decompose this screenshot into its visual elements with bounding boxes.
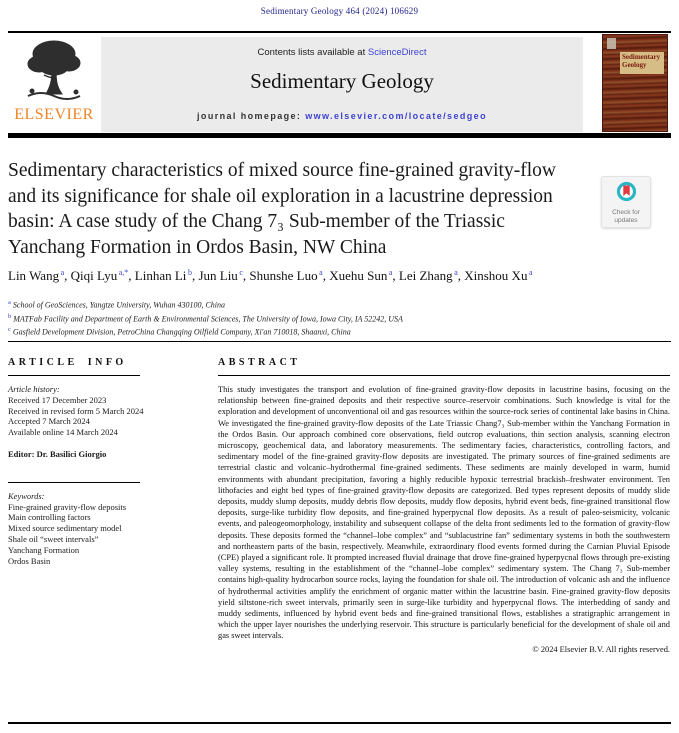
author-affiliation-sup: a <box>60 268 65 277</box>
footer-rule <box>8 722 671 724</box>
keywords-label: Keywords: <box>8 490 45 501</box>
author-affiliation-sup: b <box>187 268 192 277</box>
homepage-line <box>101 111 583 121</box>
abstract-heading: ABSTRACT <box>218 357 301 368</box>
keyword: Mixed source sedimentary model <box>8 523 122 534</box>
article-title: Sedimentary characteristics of mixed source fine-grained gravity-flow and its significance for shale oil exploration in a lacustrine depression basin: A case study of the Chang 7₃ Sub-member of the Triassic Yanchang Formation in Ordos Basin, NW China <box>8 160 556 258</box>
article-info-rule <box>8 375 140 376</box>
abstract-column <box>218 357 670 654</box>
elsevier-tree-icon <box>8 37 100 105</box>
keyword: Ordos Basin <box>8 555 51 566</box>
author: Xuehu Sun $^a$, <box>329 268 399 284</box>
affiliation-list <box>8 297 648 338</box>
keyword: Yanchang Formation <box>8 544 80 555</box>
history-revised: Received in revised form 5 March 2024 <box>8 405 144 416</box>
homepage-url-link[interactable]: www.elsevier.com/locate/sedgeo <box>305 111 487 121</box>
check-for-updates-badge[interactable] <box>601 176 651 228</box>
author-affiliation-sup: a <box>528 268 533 277</box>
history-received: Received 17 December 2023 <box>8 394 107 405</box>
journal-header-panel <box>101 37 583 132</box>
affiliation-a: $^a$ School of GeoSciences, Yangtze University, Wuhan 430100, China <box>8 299 226 310</box>
author: Shunshe Luo $^a$, <box>249 268 330 284</box>
keyword: Fine-grained gravity-flow deposits <box>8 501 127 512</box>
author-affiliation-sup: a <box>388 268 393 277</box>
cover-journal-title: Sedimentary Geology <box>620 52 664 74</box>
copyright-line: © 2024 Elsevier B.V. All rights reserved. <box>532 644 670 654</box>
history-accepted: Accepted 7 March 2024 <box>8 416 90 427</box>
keyword: Main controlling factors <box>8 512 91 523</box>
elsevier-wordmark: ELSEVIER <box>14 106 94 123</box>
author: Linhan Li $^b$, <box>134 268 199 284</box>
article-info-heading: ARTICLE INFO <box>8 357 127 368</box>
author-affiliation-sup: c <box>239 268 243 277</box>
journal-citation: Sedimentary Geology 464 (2024) 106629 <box>260 6 419 16</box>
keywords-rule <box>8 482 140 483</box>
abstract-rule <box>218 375 670 376</box>
check-for-updates-label: Check for updates <box>612 209 640 224</box>
section-divider-rule <box>8 341 671 342</box>
author-affiliation-sup: a,* <box>118 268 129 277</box>
history-online: Available online 14 March 2024 <box>8 427 118 438</box>
journal-title: Sedimentary Geology <box>250 69 434 93</box>
keyword: Shale oil “sweet intervals” <box>8 533 99 544</box>
abstract-text: This study investigates the transport and evolution of fine-grained gravity-flow deposits in lacustrine basins, focusing on the relationship between fine-grained deposits and their respective source–reservoir combinations. Such knowledge is vital for the exploration and development of unconventional oil and gas resources within the source-rock series of continental lake basins in China. We investigated the fine-grained gravity-flow deposits of the Late Triassic Chang7₃ Sub-member within the Yanchang Formation in the Ordos Basin. Our approach combined core observations, field outcrop evaluations, thin section analysis, scanning electron microscopy, geochemical data, and laboratory measurements. The sedimentary facies, characteristics, controlling factors, and sedimentary model of the fine-grained gravity-flow deposits are investigated. The primary sources of fine-grained sediments are terrestrial clastic and volcanic–hydrothermal fine-grained sediments. These sediments are mainly developed in warm, humid environments with abundant precipitation, favoring a highly reducible hypoxic terrestrial brackish–freshwater environment. Ten lithofacies and eight bed types of fine-grained gravity-flow deposits are categorized. Bed types represent deposits of muddy slide deposits, muddy slump deposits, muddy debris flow deposits, muddy flow deposits, hybrid event beds, fine-grained transitional flow deposits, surge-like turbidity flow deposits, and fine-grained hyperpycnal flow deposits. As a result of paleo-seismicity, volcanic events, and paleogeomorphology, instability and subsequent collapse of the delta front sediments led to the formation of gravity-flow deposits. These deposits formed the “channel–lobe complex” and “sublacustrine fan” sedimentary systems in both the southwestern and northeastern parts of the basin, respectively. Meanwhile, extraordinary flood events formed during the Carnian Pluvial Episode (CPE) played a significant role. It prompted increased fluvial drainage that drove fine-grained hyperpycnal flows through pre-existing valley systems, resulting in the establishment of the “channel–lobe complex” sedimentary system. The Chang 7₃ Sub-member contains high-quality hydrocarbon source rocks, laying the foundation for shale oil. The introduction of volcanic ash and the influence of hydrothermal activities amplify the enrichment of organic matter within the lacustrine basin. Fine-grained gravity-flow deposits yield siltstone-rich sweet intervals, primarily seen in surge-like turbidity and hyperpycnal flows. The interbedding of sandy and muddy sediments, influenced by hybrid event beds and fine-grained transitional flows, establishes a stratigraphic arrangement in which the upper layer nourishes the underlying reservoir. This structure is particularly beneficial for the development of shale oil and gas sweet intervals. <box>218 385 670 641</box>
author-affiliation-sup: a <box>319 268 323 277</box>
affiliation-b: $^b$ MATFab Facility and Department of Earth & Environmental Sciences, The University of Iowa, Iowa City, IA 52242, USA <box>8 312 403 324</box>
author-list <box>8 268 668 284</box>
cover-publisher-mark <box>607 38 616 49</box>
sciencedirect-link[interactable]: ScienceDirect <box>367 47 427 58</box>
journal-cover-thumbnail <box>602 34 668 132</box>
author: Lin Wang $^a$, <box>8 268 71 284</box>
article-info-column <box>8 357 204 566</box>
author: Qiqi Lyu $^{a,*}$, <box>70 268 135 284</box>
header-divider-bar <box>8 133 671 138</box>
crossmark-icon <box>616 181 637 207</box>
author: Xinshou Xu $^a$ <box>464 268 533 284</box>
top-rule <box>8 31 671 33</box>
author: Jun Liu $^c$, <box>198 268 250 284</box>
editor-line: Editor: Dr. Basilici Giorgio <box>8 448 107 459</box>
contents-prefix: Contents lists available at <box>257 47 368 58</box>
author: Lei Zhang $^a$, <box>398 268 465 284</box>
elsevier-logo <box>8 37 100 132</box>
article-history-label: Article history: <box>8 384 60 394</box>
affiliation-c: $^c$ Gasfield Development Division, PetroChina Changqing Oilfield Company, Xi'an 710018, Shaanxi, China <box>8 326 351 337</box>
author-affiliation-sup: a <box>454 268 458 277</box>
contents-line <box>101 47 583 58</box>
homepage-label: journal homepage: <box>197 111 306 121</box>
